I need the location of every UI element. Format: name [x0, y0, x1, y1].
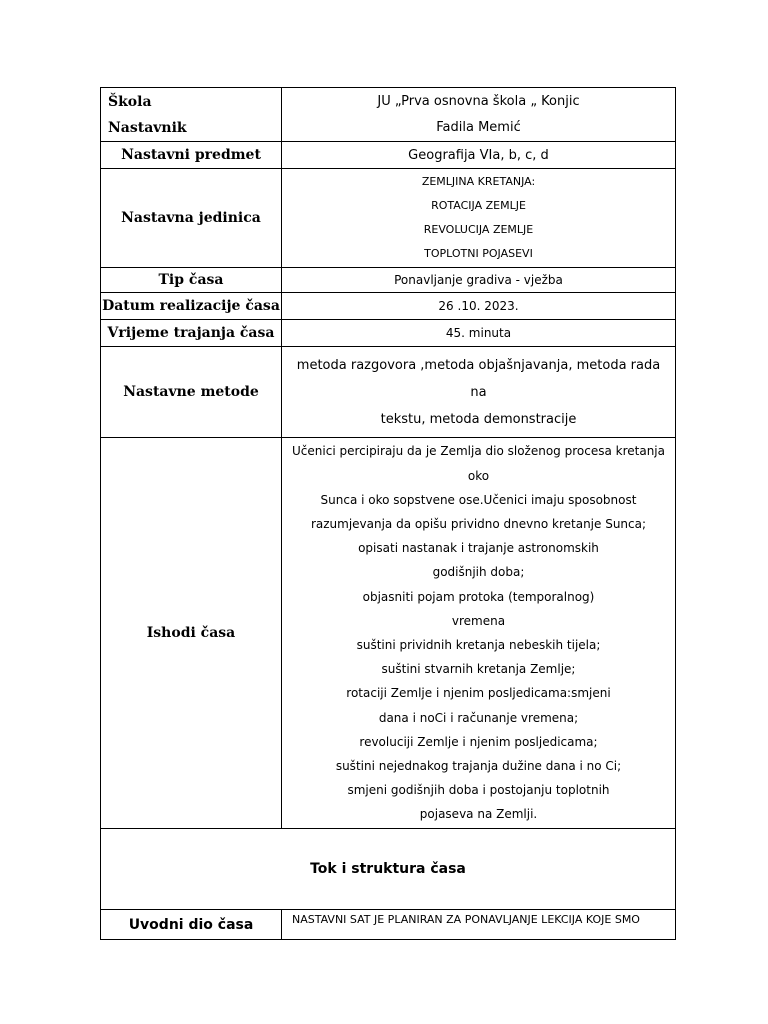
duration-value: 45. minuta: [282, 320, 676, 347]
date-label: Datum realizacije časa: [101, 293, 282, 320]
outcome-line: opisati nastanak i trajanje astronomskih: [358, 541, 599, 556]
outcome-line: dana i noCi i računanje vremena;: [378, 710, 579, 725]
teacher-value: Fadila Memić: [436, 119, 521, 135]
methods-line: metoda razgovora ,metoda objašnjavanja, metoda rada na: [296, 357, 661, 400]
outcomes-label: Ishodi časa: [101, 438, 282, 829]
outcome-line: vremena: [451, 613, 506, 628]
outcome-line: suštini nejednakog trajanja dužine dana i no Ci;: [335, 759, 622, 774]
duration-row: [101, 320, 676, 347]
school-value: JU „Prva osnovna škola „ Konjic: [377, 93, 580, 109]
teaching-unit-row: [101, 169, 676, 268]
subject-row: [101, 142, 676, 169]
outcome-line: suštini prividnih kretanja nebeskih tijela;: [356, 638, 601, 652]
lesson-type-value: Ponavljanje gradiva - vježba: [282, 268, 676, 293]
outcome-line: razumjevanja da opišu prividno dnevno kretanje Sunca;: [310, 516, 647, 531]
methods-row: [101, 347, 676, 438]
methods-value: [282, 347, 676, 438]
outcome-line: Sunca i oko sopstvene ose.Učenici imaju sposobnost: [320, 492, 637, 507]
outcome-line: godišnjih doba;: [432, 565, 525, 580]
school-teacher-row: [101, 88, 676, 142]
subject-value: Geografija VIa, b, c, d: [282, 142, 676, 169]
date-value: 26 .10. 2023.: [282, 293, 676, 320]
teaching-unit-line: TOPLOTNI POJASEVI: [424, 247, 533, 260]
outcomes-row: [101, 438, 676, 829]
teaching-unit-label: Nastavna jedinica: [101, 169, 282, 268]
intro-value: NASTAVNI SAT JE PLANIRAN ZA PONAVLJANJE LEKCIJA KOJE SMO: [282, 910, 676, 940]
outcome-line: Učenici percipiraju da je Zemlja dio složenog procesa kretanja oko: [292, 444, 665, 483]
lesson-flow-title: Tok i struktura časa: [101, 829, 676, 910]
outcome-line: revoluciji Zemlje i njenim posljedicama;: [359, 734, 598, 749]
intro-label: Uvodni dio časa: [101, 910, 282, 940]
outcome-line: smjeni godišnjih doba i postojanju toplotnih: [347, 783, 610, 798]
school-teacher-labels: [101, 88, 282, 142]
teaching-unit-line: ZEMLJINA KRETANJA:: [421, 175, 536, 188]
outcomes-value: [282, 438, 676, 829]
date-row: [101, 293, 676, 320]
teacher-label: Nastavnik: [108, 119, 187, 136]
lesson-type-row: [101, 268, 676, 293]
school-label: Škola: [108, 93, 152, 110]
subject-label: Nastavni predmet: [101, 142, 282, 169]
methods-line: tekstu, metoda demonstracije: [380, 411, 577, 427]
duration-label: Vrijeme trajanja časa: [101, 320, 282, 347]
lesson-plan-table: [100, 87, 676, 940]
lesson-flow-row: [101, 829, 676, 910]
teaching-unit-line: ROTACIJA ZEMLJE: [431, 199, 526, 212]
teaching-unit-line: REVOLUCIJA ZEMLJE: [423, 223, 534, 236]
teaching-unit-value: [282, 169, 676, 268]
methods-label: Nastavne metode: [101, 347, 282, 438]
school-teacher-values: [282, 88, 676, 142]
lesson-type-label: Tip časa: [101, 268, 282, 293]
outcome-line: pojaseva na Zemlji.: [419, 807, 538, 822]
outcome-line: objasniti pojam protoka (temporalnog): [362, 589, 595, 604]
outcome-line: suštini stvarnih kretanja Zemlje;: [381, 662, 576, 677]
intro-row: [101, 910, 676, 940]
outcome-line: rotaciji Zemlje i njenim posljedicama:smjeni: [346, 686, 611, 701]
